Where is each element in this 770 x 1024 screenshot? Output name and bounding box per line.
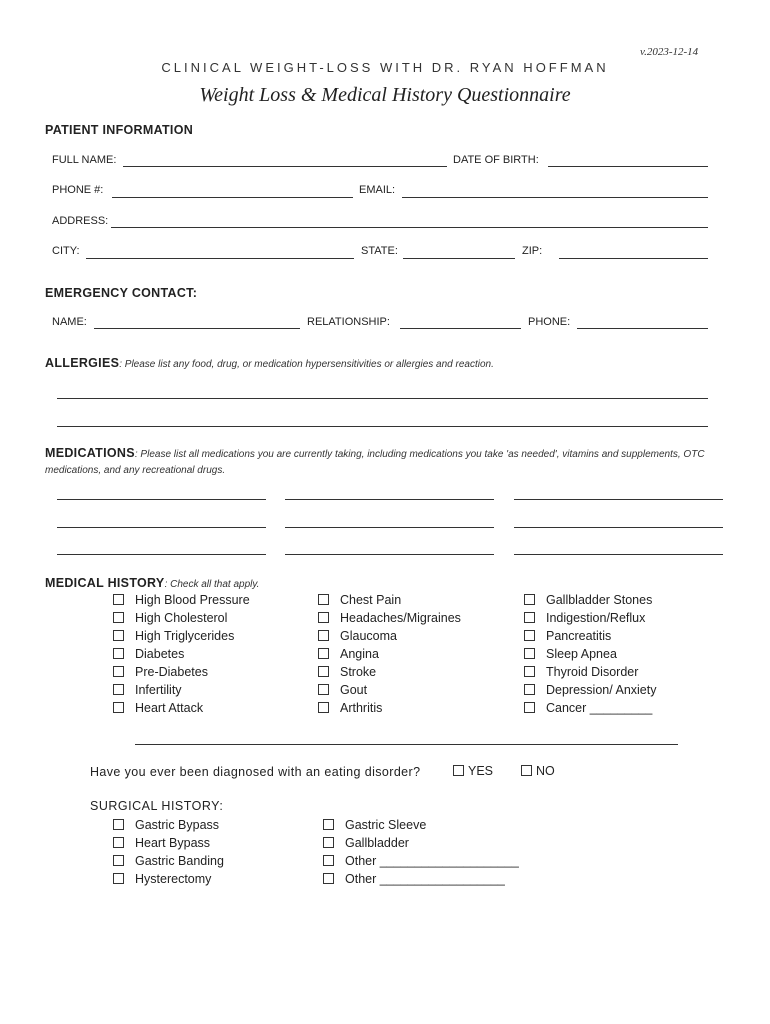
zip-field[interactable] xyxy=(559,258,708,259)
checkbox-icon[interactable] xyxy=(524,648,535,659)
medical-history-extra-line[interactable] xyxy=(135,744,678,745)
checkbox-icon[interactable] xyxy=(524,594,535,605)
city-label: CITY: xyxy=(52,245,80,257)
surgical-history-col-1 xyxy=(113,816,224,888)
checkbox-item[interactable]: Arthritis xyxy=(318,699,461,717)
patient-info-heading: PATIENT INFORMATION xyxy=(45,123,194,137)
medication-line-1[interactable] xyxy=(57,499,266,500)
checkbox-icon[interactable] xyxy=(318,648,329,659)
checkbox-icon[interactable] xyxy=(524,684,535,695)
checkbox-item[interactable]: Other ____________________ xyxy=(323,852,519,870)
allergies-heading: ALLERGIES: Please list any food, drug, or medication hypersensitivities or allergies and reaction. xyxy=(45,356,494,370)
checkbox-item[interactable]: Gastric Bypass xyxy=(113,816,224,834)
emergency-name-label: NAME: xyxy=(52,316,87,328)
emergency-phone-field[interactable] xyxy=(577,328,708,329)
surgical-history-heading: SURGICAL HISTORY: xyxy=(90,799,224,813)
checkbox-item[interactable]: Heart Attack xyxy=(113,699,250,717)
checkbox-item[interactable]: Diabetes xyxy=(113,645,250,663)
emergency-contact-heading: EMERGENCY CONTACT: xyxy=(45,286,198,300)
checkbox-icon[interactable] xyxy=(524,702,535,713)
medication-line-4[interactable] xyxy=(57,527,266,528)
checkbox-icon[interactable] xyxy=(318,666,329,677)
state-label: STATE: xyxy=(361,245,398,257)
checkbox-icon[interactable] xyxy=(113,819,124,830)
email-field[interactable] xyxy=(402,197,708,198)
medication-line-7[interactable] xyxy=(57,554,266,555)
checkbox-icon[interactable] xyxy=(323,837,334,848)
checkbox-icon[interactable] xyxy=(113,684,124,695)
eating-disorder-yes[interactable]: YES xyxy=(453,762,493,780)
page-title: Weight Loss & Medical History Questionnaire xyxy=(199,84,571,106)
checkbox-icon[interactable] xyxy=(113,702,124,713)
checkbox-icon[interactable] xyxy=(323,855,334,866)
allergies-line-2[interactable] xyxy=(57,426,708,427)
phone-field[interactable] xyxy=(112,197,353,198)
city-field[interactable] xyxy=(86,258,354,259)
medical-history-note: : Check all that apply. xyxy=(164,579,260,590)
checkbox-item[interactable]: Depression/ Anxiety xyxy=(524,681,656,699)
address-field[interactable] xyxy=(111,227,708,228)
checkbox-item[interactable]: Headaches/Migraines xyxy=(318,609,461,627)
checkbox-icon[interactable] xyxy=(318,684,329,695)
allergies-note: : Please list any food, drug, or medication hypersensitivities or allergies and reaction. xyxy=(119,359,494,370)
checkbox-item[interactable]: High Triglycerides xyxy=(113,627,250,645)
checkbox-item[interactable]: Gastric Banding xyxy=(113,852,224,870)
relationship-field[interactable] xyxy=(400,328,521,329)
checkbox-item[interactable]: Thyroid Disorder xyxy=(524,663,656,681)
checkbox-icon[interactable] xyxy=(318,630,329,641)
checkbox-item[interactable]: Hysterectomy xyxy=(113,870,224,888)
dob-field[interactable] xyxy=(548,166,708,167)
checkbox-icon[interactable] xyxy=(113,612,124,623)
checkbox-icon[interactable] xyxy=(524,630,535,641)
checkbox-item[interactable]: Sleep Apnea xyxy=(524,645,656,663)
medical-history-heading: MEDICAL HISTORY: Check all that apply. xyxy=(45,576,260,590)
email-label: EMAIL: xyxy=(359,184,396,196)
medical-history-col-2 xyxy=(318,591,461,717)
medication-line-9[interactable] xyxy=(514,554,723,555)
checkbox-icon[interactable] xyxy=(113,666,124,677)
eating-disorder-no[interactable]: NO xyxy=(521,762,555,780)
checkbox-item[interactable]: High Cholesterol xyxy=(113,609,250,627)
checkbox-item[interactable]: Other __________________ xyxy=(323,870,519,888)
checkbox-icon[interactable] xyxy=(113,630,124,641)
checkbox-icon[interactable] xyxy=(113,648,124,659)
checkbox-icon[interactable] xyxy=(318,594,329,605)
checkbox-icon[interactable] xyxy=(113,837,124,848)
medical-history-col-1 xyxy=(113,591,250,717)
checkbox-item[interactable]: Glaucoma xyxy=(318,627,461,645)
checkbox-item[interactable]: Cancer _________ xyxy=(524,699,656,717)
full-name-label: FULL NAME: xyxy=(52,154,117,166)
checkbox-icon[interactable] xyxy=(113,873,124,884)
allergies-line-1[interactable] xyxy=(57,398,708,399)
address-label: ADDRESS: xyxy=(52,215,109,227)
medical-history-col-3 xyxy=(524,591,656,717)
checkbox-item[interactable]: High Blood Pressure xyxy=(113,591,250,609)
state-field[interactable] xyxy=(403,258,515,259)
relationship-label: RELATIONSHIP: xyxy=(307,316,390,328)
surgical-history-col-2 xyxy=(323,816,519,888)
checkbox-item[interactable]: Infertility xyxy=(113,681,250,699)
checkbox-icon[interactable] xyxy=(113,594,124,605)
checkbox-item[interactable]: Gout xyxy=(318,681,461,699)
zip-label: ZIP: xyxy=(522,245,543,257)
eating-disorder-question: Have you ever been diagnosed with an eating disorder? xyxy=(90,765,421,779)
checkbox-icon[interactable] xyxy=(524,612,535,623)
dob-label: DATE OF BIRTH: xyxy=(453,154,539,166)
checkbox-icon[interactable] xyxy=(524,666,535,677)
checkbox-item[interactable]: Gallbladder Stones xyxy=(524,591,656,609)
medication-line-2[interactable] xyxy=(285,499,494,500)
checkbox-item[interactable]: Stroke xyxy=(318,663,461,681)
checkbox-icon[interactable] xyxy=(323,873,334,884)
checkbox-item[interactable]: Angina xyxy=(318,645,461,663)
clinic-name: CLINICAL WEIGHT-LOSS WITH DR. RYAN HOFFMAN xyxy=(161,60,609,75)
version-label: v.2023-12-14 xyxy=(640,46,699,58)
checkbox-icon[interactable] xyxy=(521,765,532,776)
checkbox-icon[interactable] xyxy=(453,765,464,776)
emergency-name-field[interactable] xyxy=(94,328,300,329)
checkbox-icon[interactable] xyxy=(318,612,329,623)
full-name-field[interactable] xyxy=(123,166,447,167)
medication-line-3[interactable] xyxy=(514,499,723,500)
checkbox-item[interactable]: Pre-Diabetes xyxy=(113,663,250,681)
checkbox-item[interactable]: Indigestion/Reflux xyxy=(524,609,656,627)
medication-line-6[interactable] xyxy=(514,527,723,528)
checkbox-icon[interactable] xyxy=(113,855,124,866)
phone-label: PHONE #: xyxy=(52,184,104,196)
checkbox-icon[interactable] xyxy=(318,702,329,713)
medications-note: : Please list all medications you are currently taking, including medications you take 'as needed', vitamins and supplements, OTC medications, and any recreational drugs. xyxy=(45,449,705,476)
checkbox-item[interactable]: Gastric Sleeve xyxy=(323,816,519,834)
medication-line-5[interactable] xyxy=(285,527,494,528)
checkbox-icon[interactable] xyxy=(323,819,334,830)
emergency-phone-label: PHONE: xyxy=(528,316,571,328)
checkbox-item[interactable]: Pancreatitis xyxy=(524,627,656,645)
medication-line-8[interactable] xyxy=(285,554,494,555)
checkbox-item[interactable]: Heart Bypass xyxy=(113,834,224,852)
checkbox-item[interactable]: Chest Pain xyxy=(318,591,461,609)
checkbox-item[interactable]: Gallbladder xyxy=(323,834,519,852)
medications-heading: MEDICATIONS: Please list all medications you are currently taking, including medications you take 'as needed', vitamins and supplements, OTC medications, and any recreational drugs. xyxy=(45,446,705,476)
